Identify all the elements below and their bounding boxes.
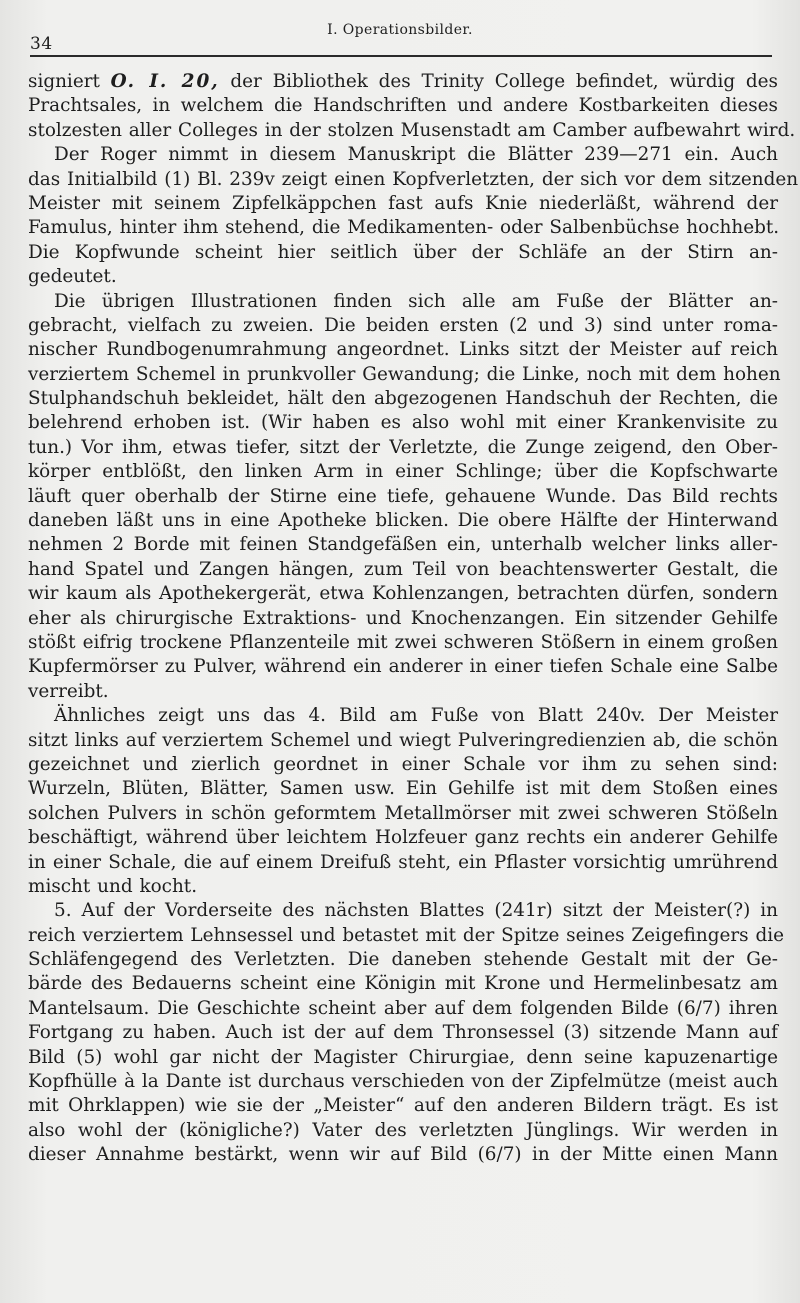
text-line: Meister mit seinem Zipfelkäppchen fast aufs Knie niederläßt, während der [28,192,778,214]
text-line: Bild (5) wohl gar nicht der Magister Chirurgiae, denn seine kapuzenartige [28,1046,778,1068]
text-line: mischt und kocht. [28,875,198,897]
text-line: eher als chirurgische Extraktions- und Knochenzangen. Ein sitzender Gehilfe [28,607,778,629]
text-line: gezeichnet und zierlich geordnet in einer Schale vor ihm zu sehen sind: [28,753,778,775]
page-number: 34 [30,34,53,54]
text-line: 5. Auf der Vorderseite des nächsten Blattes (241r) sitzt der Meister(?) in [54,900,778,922]
text-line: daneben läßt uns in eine Apotheke blicken. Die obere Hälfte der Hinterwand [28,510,778,532]
text-line: hand Spatel und Zangen hängen, zum Teil von beachtenswerter Gestalt, die [28,558,778,580]
text-line: bärde des Bedauerns scheint eine Königin mit Krone und Hermelinbesatz am [28,973,778,995]
text-line: Die übrigen Illustrationen finden sich alle am Fuße der Blätter an- [54,290,778,312]
text-line: Fortgang zu haben. Auch ist der auf dem Thronsessel (3) sitzende Mann auf [28,1022,778,1044]
text-line: Die Kopfwunde scheint hier seitlich über der Schläfe an der Stirn an- [28,241,778,263]
text-line: reich verziertem Lehnsessel und betastet mit der Spitze seines Zeigefingers die [28,924,784,946]
running-title: I. Operationsbilder. [327,22,473,38]
text-line: Der Roger nimmt in diesem Manuskript die Blätter 239—271 ein. Auch [54,144,778,166]
text-line: solchen Pulvers in schön geformtem Metallmörser mit zwei schweren Stößeln [28,802,778,824]
text-line: Kopfhülle à la Dante ist durchaus verschieden von der Zipfelmütze (meist auch [28,1071,778,1093]
text-line: Wurzeln, Blüten, Blätter, Samen usw. Ein Gehilfe ist mit dem Stoßen eines [28,778,778,800]
text-line: mit Ohrklappen) wie sie der „Meister“ auf den anderen Bildern trägt. Es ist [28,1095,778,1117]
text-line: beschäftigt, während über leichtem Holzfeuer ganz rechts ein anderer Gehilfe [28,827,778,849]
text-line: Mantelsaum. Die Geschichte scheint aber auf dem folgenden Bilde (6/7) ihren [28,997,778,1019]
text-line: Stulphandschuh bekleidet, hält den abgezogenen Handschuh der Rechten, die [28,388,778,410]
text-line: nischer Rundbogenumrahmung angeordnet. Links sitzt der Meister auf reich [28,339,778,361]
text-line [28,70,778,94]
text-line: wir kaum als Apothekergerät, etwa Kohlenzangen, betrachten dürfen, sondern [28,583,778,605]
text-line: läuft quer oberhalb der Stirne eine tiefe, gehauene Wunde. Das Bild rechts [28,485,778,507]
running-head [30,22,770,56]
text-line: stolzesten aller Colleges in der stolzen Musenstadt am Camber aufbewahrt wird. [28,119,796,141]
text-fragment: signiert [28,71,111,92]
text-line: dieser Annahme bestärkt, wenn wir auf Bild (6/7) in der Mitte einen Mann [28,1144,778,1166]
text-line: nehmen 2 Borde mit feinen Standgefäßen ein, unterhalb welcher links aller- [28,534,778,556]
manuscript-signature: O. I. 20, [110,71,220,92]
text-line: tun.) Vor ihm, etwas tiefer, sitzt der Verletzte, die Zunge zeigend, den Ober- [28,436,778,458]
text-line: Kupfermörser zu Pulver, während ein anderer in einer tiefen Schale eine Salbe [28,656,778,678]
text-line: also wohl der (königliche?) Vater des verletzten Jünglings. Wir werden in [28,1119,778,1141]
text-line: Ähnliches zeigt uns das 4. Bild am Fuße von Blatt 240v. Der Meister [54,705,778,727]
text-line: belehrend erhoben ist. (Wir haben es also wohl mit einer Krankenvisite zu [28,412,778,434]
text-line: stößt eifrig trockene Pflanzenteile mit zwei schweren Stößern in einem großen [28,631,778,653]
text-line: körper entblößt, den linken Arm in einer Schlinge; über die Kopfschwarte [28,461,778,483]
body-text [28,70,799,1168]
text-line: sitzt links auf verziertem Schemel und wiegt Pulveringredienzien ab, die schön [28,729,778,751]
text-line: Prachtsales, in welchem die Handschriften und andere Kostbarkeiten dieses [28,95,778,117]
text-line: verziertem Schemel in prunkvoller Gewandung; die Linke, noch mit dem hohen [28,363,781,385]
text-line: Famulus, hinter ihm stehend, die Medikamenten- oder Salbenbüchse hochhebt. [28,217,780,239]
text-line: das Initialbild (1) Bl. 239v zeigt einen Kopfverletzten, der sich vor dem sitzenden [28,168,799,190]
header-rule [30,55,772,57]
text-line: in einer Schale, die auf einem Dreifuß steht, ein Pflaster vorsichtig umrührend [28,851,778,873]
text-line: verreibt. [28,680,109,702]
text-line: gedeutet. [28,266,117,288]
text-fragment: der Bibliothek des Trinity College befindet, würdig des [219,71,778,92]
text-line: Schläfengegend des Verletzten. Die daneben stehende Gestalt mit der Ge- [28,949,778,971]
text-line: gebracht, vielfach zu zweien. Die beiden ersten (2 und 3) sind unter roma- [28,314,778,336]
